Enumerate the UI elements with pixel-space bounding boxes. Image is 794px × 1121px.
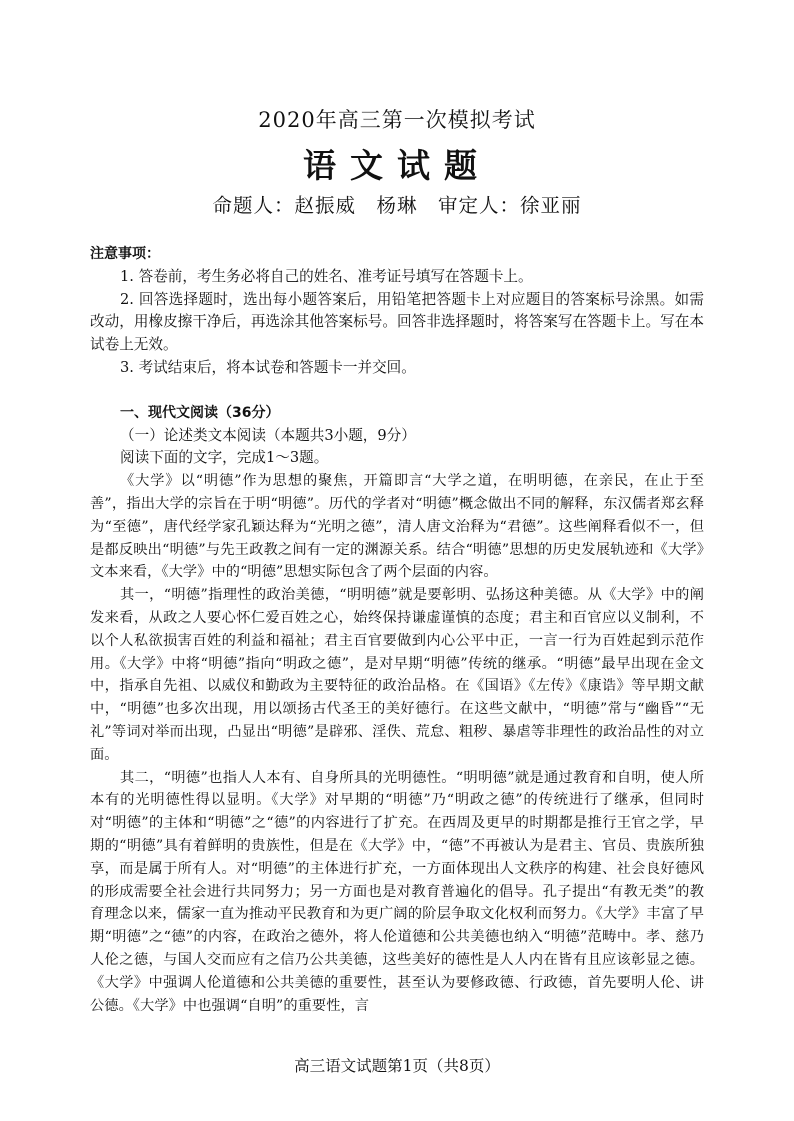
passage-paragraph-2: 其一，“明德”指理性的政治美德，“明明德”就是要彰明、弘扬这种美德。从《大学》中的阐发来看，从政之人要心怀仁爱百姓之心，始终保持谦虚谨慎的态度；君主和百官应以义制利，不以个人私欲损害百姓的利益和福祉；君主百官要做到内心公平中正，一言一行为百姓起到示范作用。《大学》中将“明德”指向“明政之德”，是对早期“明德”传统的继承。“明德”最早出现在金文中，指承自先祖、以威仪和勤政为主要特征的政治品格。在《国语》《左传》《康诰》等早期文献中，“明德”也多次出现，用以颂扬古代圣王的美好德行。在这些文献中，“明德”常与“幽昏”“无礼”等词对举而出现，凸显出“明德”是辟邪、淫佚、荒怠、粗秽、暴虐等非理性的政治品性的对立面。 [90,587,704,763]
authors-line: 命题人：赵振威 杨琳 审定人：徐亚丽 [212,194,582,217]
spacer [90,380,704,402]
passage-paragraph-3: 其二，“明德”也指人人本有、自身所具的光明德性。“明明德”就是通过教育和自明，使人所本有的光明德性得以显明。《大学》对早期的“明德”乃“明政之德”的传统进行了继承，但同时对“明德”的主体和“明德”之“德”的内容进行了扩充。在西周及更早的时期都是推行王官之学，早期的“明德”具有着鲜明的贵族性，但是在《大学》中，“德”不再被认为是君主、官员、贵族所独享，而是属于所有人。对“明德”的主体进行扩充，一方面体现出人文秩序的构建、社会良好德风的形成需要全社会进行共同努力；另一方面也是对教育普遍化的倡导。孔子提出“有教无类”的教育理念以来，儒家一直为推动平民教育和为更广阔的阶层争取文化权利而努力。《大学》丰富了早期“明德”之“德”的内容，在政治之德外，将人伦道德和公共美德也纳入“明德”范畴中。孝、慈乃人伦之德，与国人交而应有之信乃公共美德，这些美好的德性是人人内在皆有且应该彰显之德。《大学》中强调人伦道德和公共美德的重要性，甚至认为要修政德、行政德，首先要明人伦、讲公德。《大学》中也强调“自明”的重要性，言 [90,769,704,1014]
section-subheading: （一）论述类文本阅读（本题共3小题，9分） [120,426,416,444]
notice-item-2: 2. 回答选择题时，选出每小题答案后，用铅笔把答题卡上对应题目的答案标号涂黑。如需改动，用橡皮擦干净后，再选涂其他答案标号。回答非选择题时，将答案写在答题卡上。写在本试卷上无效。 [90,290,704,354]
notice-item-3: 3. 考试结束后，将本试卷和答题卡一并交回。 [120,358,416,376]
section-heading: 一、现代文阅读（36分） [120,404,280,421]
passage-paragraph-1: 《大学》以“明德”作为思想的聚焦，开篇即言“大学之道，在明明德，在亲民，在止于至善”，指出大学的宗旨在于明“明德”。历代的学者对“明德”概念做出不同的解释，东汉儒者郑玄释为“至德”，唐代经学家孔颖达释为“光明之德”，清人唐文治释为“君德”。这些阐释看似不一，但是都反映出“明德”与先王政教之间有一定的渊源关系。结合“明德”思想的历史发展轨迹和《大学》文本来看，《大学》中的“明德”思想实际包含了两个层面的内容。 [90,473,704,581]
notice-heading: 注意事项： [90,246,160,262]
notice-item-1: 1. 答卷前，考生务必将自己的姓名、准考证号填写在答题卡上。 [120,267,533,285]
exam-title: 2020年高三第一次模拟考试 [258,108,536,132]
section-instruction: 阅读下面的文字，完成1～3题。 [120,449,329,467]
page-footer: 高三语文试题第1页（共8页） [294,1057,500,1075]
page-content [90,243,704,1017]
subject-title: 语文试题 [303,146,491,185]
